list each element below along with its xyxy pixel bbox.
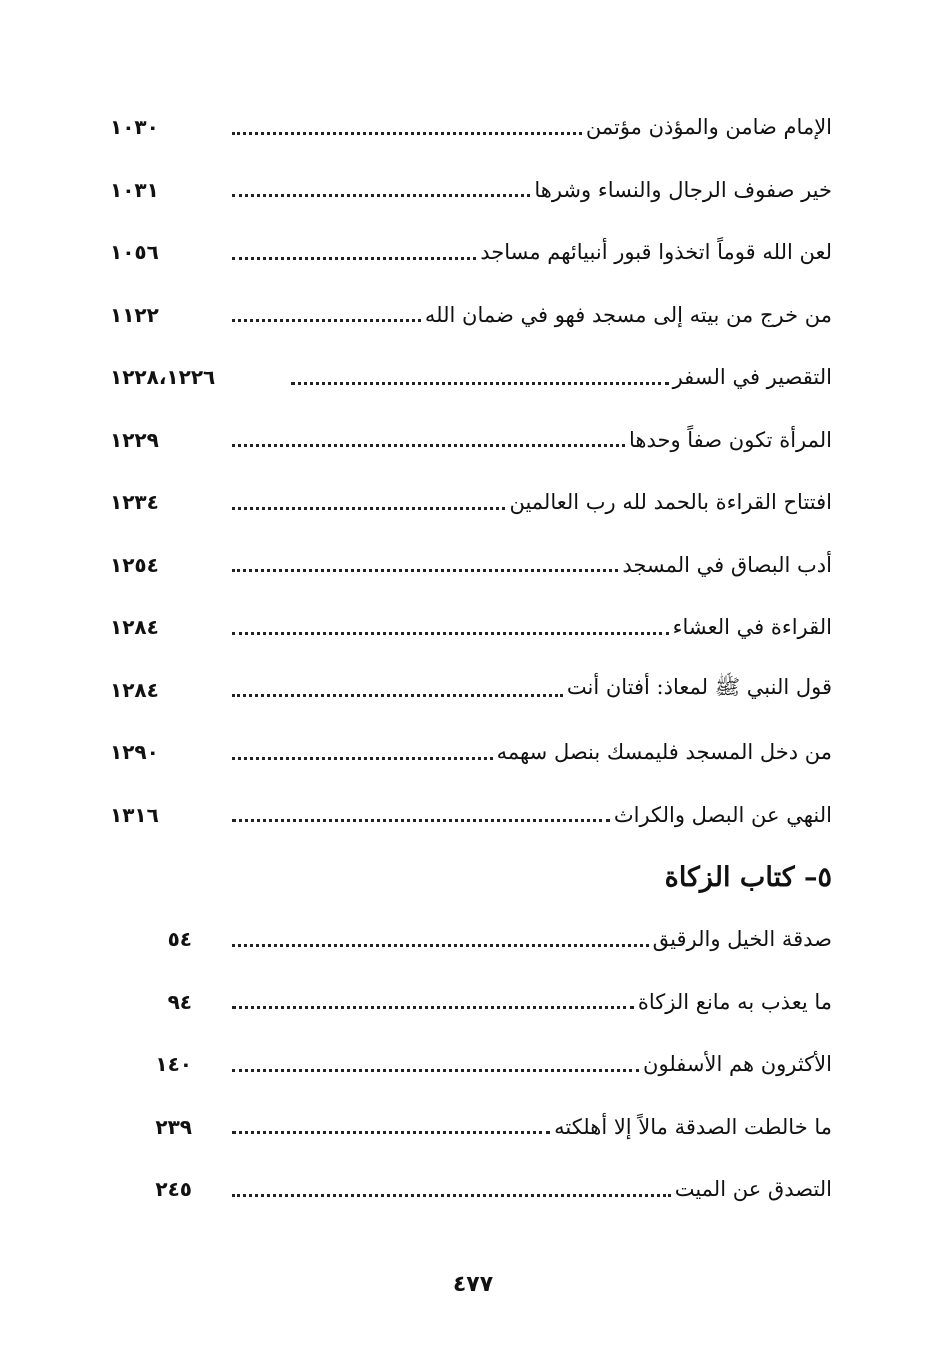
dot-leader	[232, 257, 476, 260]
dot-leader	[232, 1006, 634, 1009]
entry-page-number: ١٠٣١	[110, 177, 159, 202]
index-entry	[110, 284, 832, 347]
entry-page-number: ١٤٠	[155, 1052, 192, 1077]
index-entry	[110, 1033, 832, 1096]
index-entry	[110, 346, 832, 409]
entry-title: القراءة في العشاء	[672, 615, 832, 640]
index-entry	[110, 471, 832, 534]
dot-leader	[232, 444, 625, 447]
entry-page-number: ٥٤	[167, 927, 192, 952]
entry-title: من خرج من بيته إلى مسجد فهو في ضمان الله	[424, 302, 832, 327]
index-entry	[110, 1158, 832, 1221]
dot-leader	[232, 1194, 671, 1197]
dot-leader	[232, 819, 610, 822]
entry-title: ما خالطت الصدقة مالاً إلا أهلكته	[554, 1114, 832, 1139]
entry-page-number: ٢٤٥	[155, 1177, 192, 1202]
index-entry	[110, 534, 832, 597]
entry-page-number: ٩٤	[167, 989, 192, 1014]
dot-leader	[232, 507, 505, 510]
index-entry	[110, 221, 832, 284]
entry-title: قول النبي ﷺ لمعاذ: أفتان أنت	[566, 675, 832, 700]
dot-leader	[232, 694, 563, 697]
dot-leader	[232, 132, 582, 135]
entry-title: المرأة تكون صفاً وحدها	[628, 427, 832, 452]
entry-page-number: ١٠٣٠	[110, 115, 159, 140]
entry-title: الأكثرون هم الأسفلون	[643, 1052, 832, 1077]
index-entry	[110, 908, 832, 971]
entry-page-number: ١٢٥٤	[110, 552, 159, 577]
dot-leader	[232, 569, 618, 572]
index-entry	[110, 1096, 832, 1159]
index-entry	[110, 596, 832, 659]
page-number: ٤٧٧	[452, 1272, 494, 1297]
entry-page-number: ١٢٨٤	[110, 615, 159, 640]
index-entry	[110, 721, 832, 784]
entry-title: خير صفوف الرجال والنساء وشرها	[534, 177, 832, 202]
chapter-heading-text: ٥– كتاب الزكاة	[664, 861, 832, 893]
index-entry	[110, 159, 832, 222]
entry-page-number: ١١٢٢	[110, 302, 159, 327]
index-entry	[110, 409, 832, 472]
dot-leader	[232, 944, 649, 947]
index-entry	[110, 971, 832, 1034]
dot-leader	[232, 1069, 639, 1072]
dot-leader	[232, 1131, 550, 1134]
entry-title: ما يعذب به مانع الزكاة	[637, 989, 832, 1014]
dot-leader	[232, 319, 421, 322]
entry-page-number: ١٢٣٤	[110, 490, 159, 515]
dot-leader	[232, 632, 669, 635]
entry-page-number: ١٢٢٨،١٢٢٦	[110, 365, 216, 390]
index-list	[110, 96, 832, 1221]
chapter-heading	[110, 846, 832, 908]
entry-title: من دخل المسجد فليمسك بنصل سهمه	[496, 740, 832, 765]
entry-page-number: ١٢٩٠	[110, 740, 159, 765]
entry-page-number: ١٢٨٤	[110, 677, 159, 702]
index-entry	[110, 784, 832, 847]
entry-page-number: ١٢٢٩	[110, 427, 159, 452]
entry-page-number: ١٠٥٦	[110, 240, 159, 265]
entry-page-number: ١٣١٦	[110, 802, 159, 827]
entry-title: لعن الله قوماً اتخذوا قبور أنبيائهم مساجد	[480, 240, 832, 265]
entry-page-number: ٢٣٩	[155, 1114, 192, 1139]
entry-title: النهي عن البصل والكراث	[613, 802, 832, 827]
entry-title: أدب البصاق في المسجد	[622, 552, 832, 577]
entry-title: الإمام ضامن والمؤذن مؤتمن	[585, 115, 832, 140]
index-entry	[110, 96, 832, 159]
index-entry	[110, 659, 832, 722]
entry-title: التصدق عن الميت	[674, 1177, 832, 1202]
dot-leader	[232, 757, 493, 760]
dot-leader	[291, 382, 669, 385]
entry-title: افتتاح القراءة بالحمد لله رب العالمين	[509, 490, 832, 515]
dot-leader	[232, 194, 530, 197]
entry-title: صدقة الخيل والرقيق	[652, 927, 832, 952]
entry-title: التقصير في السفر	[672, 365, 832, 390]
